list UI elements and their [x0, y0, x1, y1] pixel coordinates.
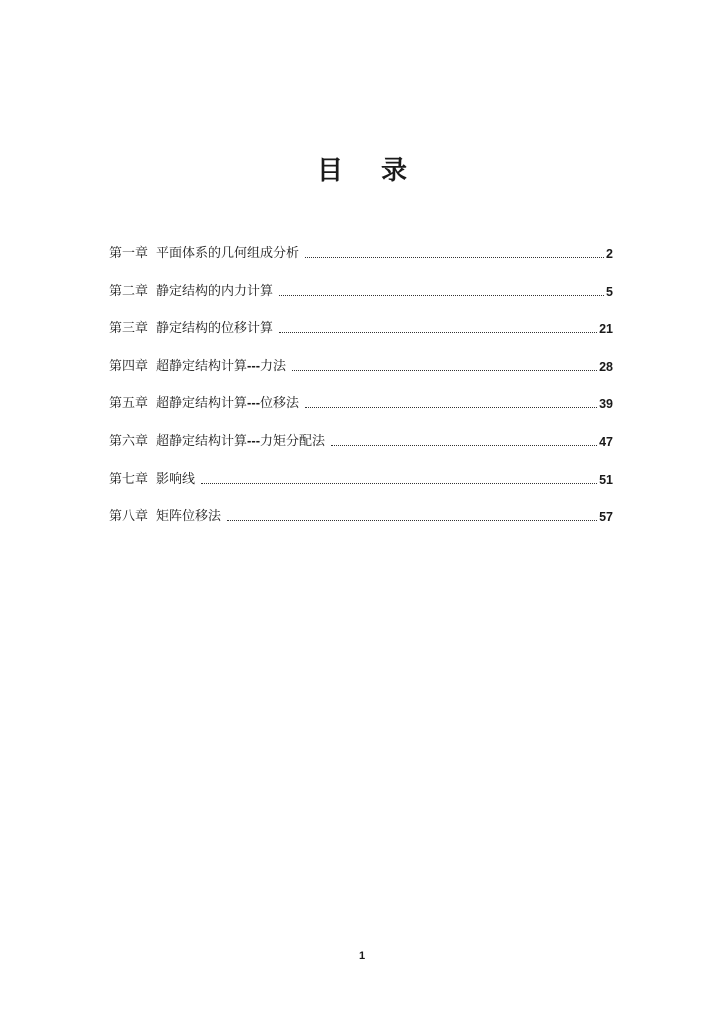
- toc-chapter-label: [109, 321, 273, 337]
- toc-chapter-number: 第五章: [109, 396, 149, 412]
- toc-entry-1[interactable]: [109, 240, 613, 262]
- toc-page-number: 57: [599, 510, 613, 525]
- toc-page-number: 21: [599, 322, 613, 337]
- toc-chapter-number: 第四章: [109, 358, 149, 374]
- toc-chapter-number: 第七章: [109, 471, 149, 487]
- toc-chapter-label: [109, 284, 273, 300]
- toc-chapter-title: 超静定结构计算: [156, 396, 248, 412]
- toc-chapter-title: 平面体系的几何组成分析: [156, 246, 300, 261]
- table-of-contents: [109, 240, 613, 541]
- toc-chapter-number: 第一章: [109, 246, 149, 261]
- toc-chapter-title: 超静定结构计算: [156, 358, 248, 374]
- toc-entry-7[interactable]: [109, 466, 613, 488]
- toc-chapter-label: [109, 509, 221, 525]
- toc-entry-4[interactable]: [109, 353, 613, 375]
- toc-chapter-subtitle: 力矩分配法: [260, 433, 326, 449]
- toc-chapter-title: 静定结构的位移计算: [156, 321, 274, 337]
- toc-dot-leader: [292, 370, 597, 371]
- toc-chapter-dash: ---: [247, 395, 261, 411]
- toc-entry-3[interactable]: [109, 315, 613, 337]
- toc-page-number: 51: [599, 472, 613, 487]
- toc-entry-5[interactable]: [109, 390, 613, 412]
- toc-chapter-title: 影响线: [156, 471, 196, 487]
- toc-chapter-title: 矩阵位移法: [156, 509, 222, 525]
- toc-page-number: 47: [599, 434, 613, 449]
- page-footer-number: 1: [358, 950, 366, 962]
- page-title: [0, 150, 724, 187]
- toc-dot-leader: [305, 407, 597, 408]
- toc-page-number: 28: [599, 359, 613, 374]
- toc-chapter-title: 超静定结构计算: [156, 433, 248, 449]
- toc-chapter-dash: ---: [247, 432, 261, 448]
- toc-chapter-label: [109, 472, 195, 488]
- toc-chapter-title: 静定结构的内力计算: [156, 283, 274, 299]
- toc-page-number: 5: [606, 284, 613, 299]
- toc-page-number: 2: [606, 247, 613, 261]
- toc-chapter-number: 第三章: [109, 321, 149, 337]
- title-char-mu: 目: [316, 156, 343, 186]
- toc-chapter-number: 第六章: [109, 433, 149, 449]
- toc-entry-2[interactable]: [109, 278, 613, 300]
- toc-chapter-dash: ---: [247, 357, 261, 373]
- toc-dot-leader: [305, 257, 604, 258]
- toc-chapter-label: [109, 358, 286, 375]
- toc-chapter-label: [109, 433, 325, 450]
- toc-chapter-label: [109, 395, 299, 412]
- toc-dot-leader: [279, 332, 597, 333]
- toc-dot-leader: [331, 445, 597, 446]
- toc-chapter-label: [109, 246, 299, 262]
- toc-chapter-number: 第八章: [109, 509, 149, 525]
- toc-entry-6[interactable]: [109, 428, 613, 450]
- toc-chapter-number: 第二章: [109, 283, 149, 299]
- toc-entry-8[interactable]: [109, 503, 613, 525]
- title-char-lu: 录: [381, 156, 408, 186]
- toc-dot-leader: [279, 295, 604, 296]
- toc-chapter-subtitle: 位移法: [260, 396, 300, 412]
- toc-dot-leader: [201, 483, 597, 484]
- toc-chapter-subtitle: 力法: [260, 358, 287, 374]
- toc-dot-leader: [227, 520, 597, 521]
- toc-page-number: 39: [599, 397, 613, 412]
